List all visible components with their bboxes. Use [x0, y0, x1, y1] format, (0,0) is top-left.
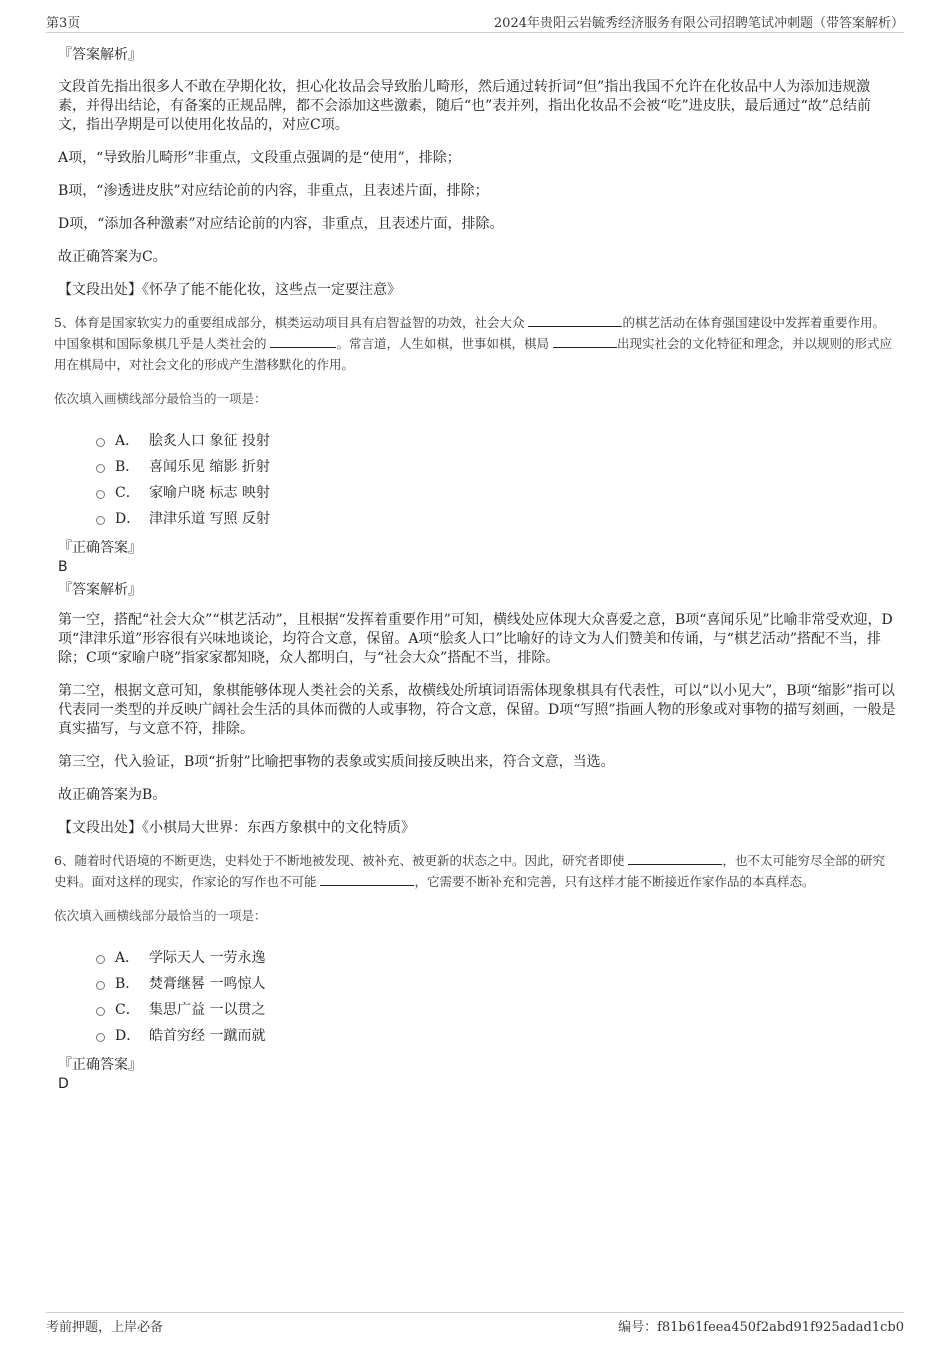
correct-answer-label: 『正确答案』	[58, 1057, 142, 1073]
options-list	[96, 944, 896, 1048]
correct-answer: B	[58, 559, 68, 575]
radio-icon[interactable]	[96, 1007, 105, 1016]
page-footer	[46, 1312, 904, 1335]
q4-analysis	[56, 44, 896, 300]
question-instruction: 依次填入画横线部分最恰当的一项是：	[54, 908, 267, 923]
question-instruction: 依次填入画横线部分最恰当的一项是：	[54, 391, 267, 406]
analysis-paragraph: 第一空，搭配“社会大众”“棋艺活动”，且根据“发挥着重要作用”可知，横线处应体现大众喜爱之意，B项“喜闻乐见”比喻非常受欢迎，D项“津津乐道”形容很有兴味地谈论，均符合文意，保留。A项“脍炙人口”比喻好的诗文为人们赞美和传诵，与“棋艺活动”搭配不当，排除；C项“家喻户晓”指家家都知晓，众人都明白，与“社会大众”搭配不当，排除。	[58, 612, 893, 666]
option-b[interactable]: B． 喜闻乐见 缩影 折射	[96, 453, 896, 479]
radio-icon[interactable]	[96, 981, 105, 990]
correct-answer-label: 『正确答案』	[58, 540, 142, 556]
radio-icon[interactable]	[96, 1033, 105, 1042]
page-content	[56, 44, 896, 1094]
fill-blank	[628, 852, 722, 865]
analysis-paragraph: 第三空，代入验证，B项“折射”比喻把事物的表象或实质间接反映出来，符合文意，当选。	[58, 754, 615, 770]
question-stem: 6、随着时代语境的不断更迭，史料处于不断地被发现、被补充、被更新的状态之中。因此，研究者即使 ，也不太可能穷尽全部的研究史料。面对这样的现实，作家论的写作也不可能 ，它需要不断补充和完善，只有这样才能不断接近作家作品的本真样态。	[54, 853, 885, 889]
fill-blank	[270, 335, 336, 348]
option-c[interactable]: C． 家喻户晓 标志 映射	[96, 479, 896, 505]
page-number: 第3页	[46, 16, 81, 31]
question-stem: 5、体育是国家软实力的重要组成部分，棋类运动项目具有启智益智的功效，社会大众 的棋艺活动在体育强国建设中发挥着重要作用。中国象棋和国际象棋几乎是人类社会的 。常言道，人生如棋，世事如棋，棋局 出现实社会的文化特征和理念，并以规则的形式应用在棋局中，对社会文化的形成产生潜移默化的作用。	[54, 315, 892, 372]
source-citation: 【文段出处】《怀孕了能不能化妆，这些点一定要注意》	[58, 282, 401, 298]
analysis-paragraph: 文段首先指出很多人不敢在孕期化妆，担心化妆品会导致胎儿畸形，然后通过转折词“但”指出我国不允许在化妆品中人为添加违规激素，并得出结论，有备案的正规品牌，都不会添加这些激素，随后“也”表并列，指出化妆品不会被“吃”进皮肤，最后通过“故”总结前文，指出孕期是可以使用化妆品的，对应C项。	[58, 79, 871, 133]
fill-blank	[320, 873, 414, 886]
analysis-label: 『答案解析』	[58, 47, 142, 63]
options-list	[96, 427, 896, 531]
question-5	[56, 312, 896, 838]
document-code: 编号：f81b61feea450f2abd91f925adad1cb0	[618, 1320, 904, 1335]
correct-answer: D	[58, 1076, 69, 1092]
footer-slogan: 考前押题，上岸必备	[46, 1320, 164, 1335]
question-6	[56, 850, 896, 1092]
radio-icon[interactable]	[96, 955, 105, 964]
analysis-paragraph: 第二空，根据文意可知，象棋能够体现人类社会的关系，故横线处所填词语需体现象棋具有代表性，可以“以小见大”，B项“缩影”指可以代表同一类型的并反映广阔社会生活的具体而微的人或事物，符合文意，保留。D项“写照”指画人物的形象或对事物的描写刻画，一般是真实描写，与文意不符，排除。	[58, 683, 896, 737]
analysis-paragraph: D项，“添加各种激素”对应结论前的内容，非重点，且表述片面，排除。	[58, 216, 504, 232]
page-header	[46, 12, 904, 33]
option-c[interactable]: C． 集思广益 一以贯之	[96, 996, 896, 1022]
source-citation: 【文段出处】《小棋局大世界：东西方象棋中的文化特质》	[58, 820, 415, 836]
answer-conclusion: 故正确答案为B。	[58, 787, 167, 803]
radio-icon[interactable]	[96, 516, 105, 525]
option-a[interactable]: A． 学际天人 一劳永逸	[96, 944, 896, 970]
fill-blank	[528, 314, 622, 327]
document-title: 2024年贵阳云岩毓秀经济服务有限公司招聘笔试冲刺题（带答案解析）	[493, 16, 904, 31]
analysis-paragraph: A项，“导致胎儿畸形”非重点，文段重点强调的是“使用”，排除；	[58, 150, 461, 166]
analysis-label: 『答案解析』	[58, 582, 142, 598]
option-d[interactable]: D． 津津乐道 写照 反射	[96, 505, 896, 531]
answer-conclusion: 故正确答案为C。	[58, 249, 167, 265]
fill-blank	[553, 335, 617, 348]
radio-icon[interactable]	[96, 438, 105, 447]
analysis-paragraph: B项，“渗透进皮肤”对应结论前的内容，非重点，且表述片面，排除；	[58, 183, 489, 199]
radio-icon[interactable]	[96, 464, 105, 473]
option-a[interactable]: A． 脍炙人口 象征 投射	[96, 427, 896, 453]
radio-icon[interactable]	[96, 490, 105, 499]
option-d[interactable]: D． 皓首穷经 一蹴而就	[96, 1022, 896, 1048]
option-b[interactable]: B． 焚膏继晷 一鸣惊人	[96, 970, 896, 996]
